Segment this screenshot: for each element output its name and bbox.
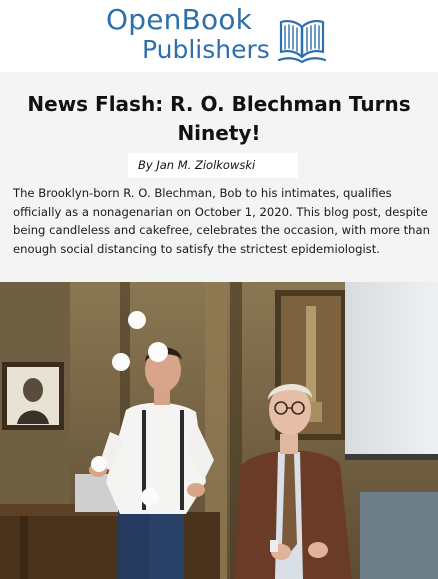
open-book-icon [278,13,326,65]
juggling-ball [141,488,159,506]
juggling-ball [128,311,146,329]
article-intro-paragraph: The Brooklyn-born R. O. Blechman, Bob to his intimates, qualifies officially as a nonagenarian on October 1, 2020. This blog post, despite being candleless and cakefree, celebrates the occasion, with more than enough social distancing to satisfy the strictest epidemiologist. [13,186,430,256]
article-photo [0,282,438,579]
juggling-ball [148,342,168,362]
logo-wordmark-publishers: Publishers [142,35,270,64]
article-byline: By Jan M. Ziolkowski [138,158,256,172]
juggling-ball [112,353,130,371]
logo-wordmark-open-book: OpenBook [106,3,253,36]
publisher-logo[interactable] [106,3,346,69]
site-header [0,0,438,72]
juggling-ball [91,456,107,472]
juggler-and-honoree-photo [0,282,438,579]
article-title: News Flash: R. O. Blechman Turns Ninety! [27,92,411,145]
